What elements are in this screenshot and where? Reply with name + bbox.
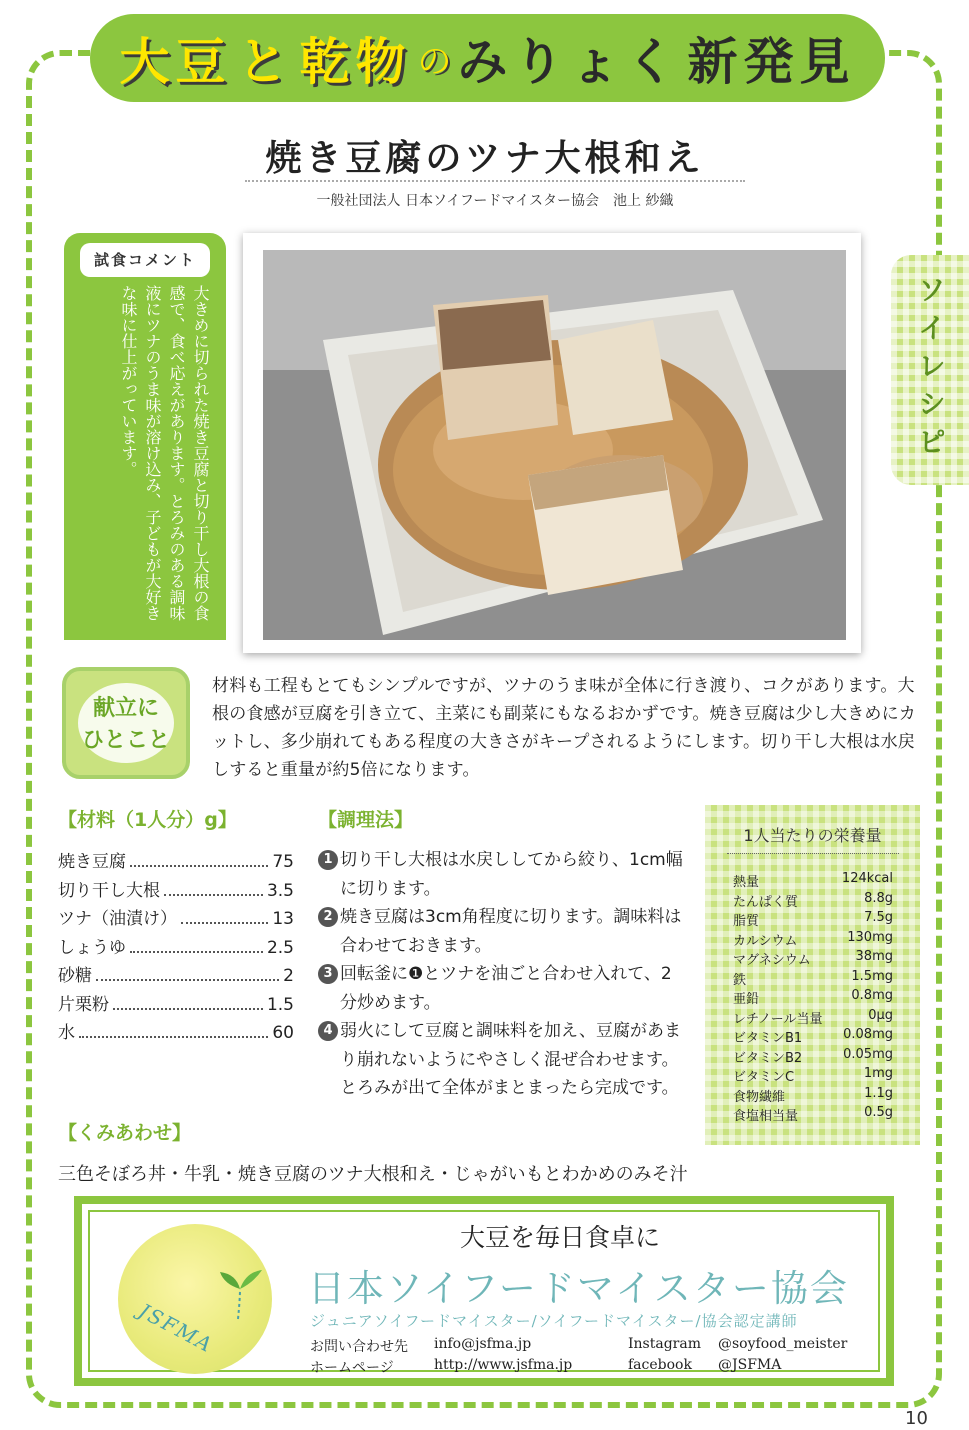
- step-number-badge: 3: [318, 964, 338, 984]
- nutrient-value: 0.5g: [864, 1105, 893, 1120]
- contact-label: お問い合わせ先: [310, 1339, 408, 1355]
- method-heading: 【調理法】: [318, 809, 414, 831]
- ingredient-name: ツナ（油漬け）: [58, 909, 177, 929]
- ingredient-amount: 1.5: [266, 994, 294, 1015]
- nutrient-value: 1.1g: [864, 1085, 893, 1101]
- nutrition-row: [733, 1008, 893, 1028]
- nutrition-divider: [727, 853, 899, 854]
- ingredient-name: 焼き豆腐: [58, 852, 126, 872]
- ingredient-amount: 60: [272, 1023, 294, 1043]
- instagram-link[interactable]: @soyfood_meister: [718, 1336, 848, 1352]
- nutrition-row: [733, 1105, 893, 1125]
- ingredient-row: [58, 1018, 294, 1047]
- nutrient-name: ビタミンB2: [733, 1050, 803, 1066]
- nutrient-name: たんぱく質: [733, 894, 799, 910]
- dish-photo: [263, 250, 846, 640]
- method-step: [318, 960, 684, 1017]
- leader-dots: [96, 979, 279, 981]
- nutrient-value: 7.5g: [864, 910, 893, 925]
- ingredient-name: 切り干し大根: [58, 880, 160, 901]
- association-box: [74, 1196, 894, 1386]
- recipe-author: 一般社団法人 日本ソイフードマイスター協会 池上 紗織: [316, 193, 674, 209]
- nutrition-row: [733, 949, 893, 969]
- ingredient-row: [58, 933, 294, 962]
- nutrient-value: 1.5mg: [851, 968, 893, 984]
- nutrient-name: レチノール当量: [733, 1011, 823, 1027]
- combo-heading: 【くみあわせ】: [58, 1122, 192, 1144]
- nutrition-row: [733, 910, 893, 930]
- nutrient-value: 0.08mg: [843, 1027, 893, 1042]
- step-number-badge: 4: [318, 1021, 338, 1041]
- title-divider: [245, 180, 745, 182]
- ingredient-row: [58, 961, 294, 990]
- nutrition-row: [733, 891, 893, 911]
- side-tab: [891, 255, 969, 485]
- nutrient-value: 0μg: [868, 1007, 893, 1023]
- step-number-badge: 2: [318, 907, 338, 927]
- nutrition-row: [733, 871, 893, 891]
- ingredient-name: 片栗粉: [58, 994, 109, 1015]
- ingredients-heading: 【材料（1人分）g】: [58, 809, 237, 831]
- side-tab-label: ソイレシピ: [914, 275, 947, 465]
- contact-email-link[interactable]: info@jsfma.jp: [434, 1336, 532, 1352]
- ingredient-name: 水: [58, 1023, 75, 1043]
- association-subtitle: ジュニアソイフードマイスター/ソイフードマイスター/協会認定講師: [310, 1312, 798, 1330]
- nutrition-panel: [705, 805, 920, 1145]
- ingredient-row: [58, 904, 294, 933]
- ingredient-amount: 75: [272, 852, 294, 872]
- nutrient-name: 食物繊維: [733, 1089, 786, 1105]
- nutrient-value: 1mg: [863, 1066, 893, 1081]
- nutrient-value: 8.8g: [864, 890, 893, 906]
- leader-dots: [130, 951, 263, 953]
- nutrient-value: 130mg: [847, 929, 893, 945]
- leader-dots: [113, 1008, 263, 1010]
- menu-hint-icon: [62, 667, 190, 779]
- nutrient-name: マグネシウム: [733, 953, 811, 968]
- association-inner-border: [88, 1210, 880, 1376]
- step-number-badge: 1: [318, 850, 338, 870]
- leader-dots: [130, 865, 268, 867]
- menu-hint-text: 材料も工程もとてもシンプルですが、ツナのうま味が全体に行き渡り、コクがあります。大根の食感が豆腐を引き立て、主菜にも副菜にもなるおかずです。焼き豆腐は少し大きめにカットし、多少崩れてもある程度の大きさがキープされるようにします。切り干し大根は水戻しすると重量が約5倍になります。: [212, 676, 917, 780]
- dish-photo-frame: [243, 233, 861, 653]
- nutrition-row: [733, 1086, 893, 1106]
- banner-word-1: 大豆: [119, 33, 232, 91]
- step-text: 弱火にして豆腐と調味料を加え、豆腐があまり崩れないようにやさしく混ぜ合わせます。とろみが出て全体がまとまったら完成です。: [340, 1021, 682, 1098]
- method-step: [318, 903, 684, 960]
- ingredient-amount: 13: [272, 909, 294, 929]
- nutrient-value: 0.05mg: [843, 1046, 893, 1062]
- nutrient-name: 亜鉛: [733, 992, 760, 1007]
- banner-word-3: 乾物: [299, 33, 412, 91]
- nutrient-name: ビタミンC: [733, 1070, 795, 1085]
- ingredients-list: [58, 847, 294, 1047]
- step-text: 回転釜に❶とツナを油ごと合わせ入れて、2分炒めます。: [340, 964, 672, 1013]
- method-step: [318, 1017, 684, 1103]
- ingredient-name: しょうゆ: [58, 937, 126, 958]
- instagram-label: Instagram: [628, 1336, 701, 1352]
- tasting-comment-label: 試食コメント: [80, 243, 210, 277]
- menu-hint-label-line1: 献立に: [92, 696, 159, 721]
- recipe-title: 焼き豆腐のツナ大根和え: [265, 137, 705, 179]
- leader-dots: [79, 1036, 268, 1038]
- step-text: 切り干し大根は水戻ししてから絞り、1cm幅に切ります。: [340, 850, 683, 899]
- nutrient-value: 124kcal: [841, 871, 893, 886]
- header-banner: [90, 14, 885, 102]
- menu-hint-label-line2: ひとこと: [81, 728, 170, 753]
- nutrition-list: [733, 871, 893, 1125]
- page-number: 10: [905, 1408, 928, 1429]
- nutrient-value: 38mg: [855, 949, 893, 964]
- banner-word-4: の: [417, 41, 452, 82]
- nutrient-name: 脂質: [733, 914, 760, 929]
- tasting-comment-text: 大きめに切られた焼き豆腐と切り干し大根の食感で、食べ応えがあります。とろみのある調味液にツナのうま味が溶け込み、子どもが大好きな味に仕上がっています。: [119, 285, 210, 621]
- ingredient-amount: 3.5: [266, 880, 294, 901]
- tasting-comment-box: [64, 233, 226, 640]
- leader-dots: [181, 922, 268, 924]
- method-steps: [318, 846, 684, 1103]
- homepage-link[interactable]: http://www.jsfma.jp: [434, 1357, 573, 1373]
- combo-text: 三色そぼろ丼・牛乳・焼き豆腐のツナ大根和え・じゃがいもとわかめのみそ汁: [58, 1164, 688, 1185]
- facebook-label: facebook: [628, 1357, 692, 1373]
- ingredient-row: [58, 990, 294, 1019]
- ingredient-row: [58, 876, 294, 905]
- nutrient-name: カルシウム: [733, 933, 798, 949]
- sprout-icon: [210, 1264, 270, 1324]
- banner-word-5: みりょく: [457, 33, 682, 91]
- nutrition-row: [733, 969, 893, 989]
- banner-word-2: と: [237, 33, 294, 91]
- banner-word-6: 新発見: [687, 33, 856, 91]
- nutrition-row: [733, 1027, 893, 1047]
- facebook-link[interactable]: @JSFMA: [718, 1357, 782, 1373]
- method-step: [318, 846, 684, 903]
- nutrition-row: [733, 930, 893, 950]
- step-text: 焼き豆腐は3cm角程度に切ります。調味料は合わせておきます。: [340, 907, 682, 956]
- ingredient-name: 砂糖: [58, 966, 92, 986]
- association-tagline: 大豆を毎日食卓に: [459, 1223, 660, 1252]
- homepage-label: ホームページ: [310, 1360, 394, 1376]
- menu-hint-label: [80, 693, 172, 757]
- leader-dots: [164, 894, 263, 896]
- nutrient-name: ビタミンB1: [733, 1031, 803, 1046]
- ingredient-row: [58, 847, 294, 876]
- nutrition-row: [733, 1047, 893, 1067]
- nutrition-title: 1人当たりの栄養量: [743, 826, 882, 845]
- nutrient-name: 鉄: [733, 972, 747, 988]
- nutrition-row: [733, 1066, 893, 1086]
- ingredient-amount: 2.5: [266, 937, 294, 958]
- association-name: 日本ソイフードマイスター協会: [308, 1267, 849, 1310]
- nutrient-name: 食塩相当量: [733, 1109, 799, 1124]
- jsfma-logo: [118, 1224, 272, 1374]
- nutrient-name: 熱量: [733, 875, 760, 890]
- nutrition-row: [733, 988, 893, 1008]
- ingredient-amount: 2: [283, 966, 294, 986]
- nutrient-value: 0.8mg: [851, 988, 893, 1003]
- jsfma-logo-text: JSFMA: [135, 1298, 218, 1358]
